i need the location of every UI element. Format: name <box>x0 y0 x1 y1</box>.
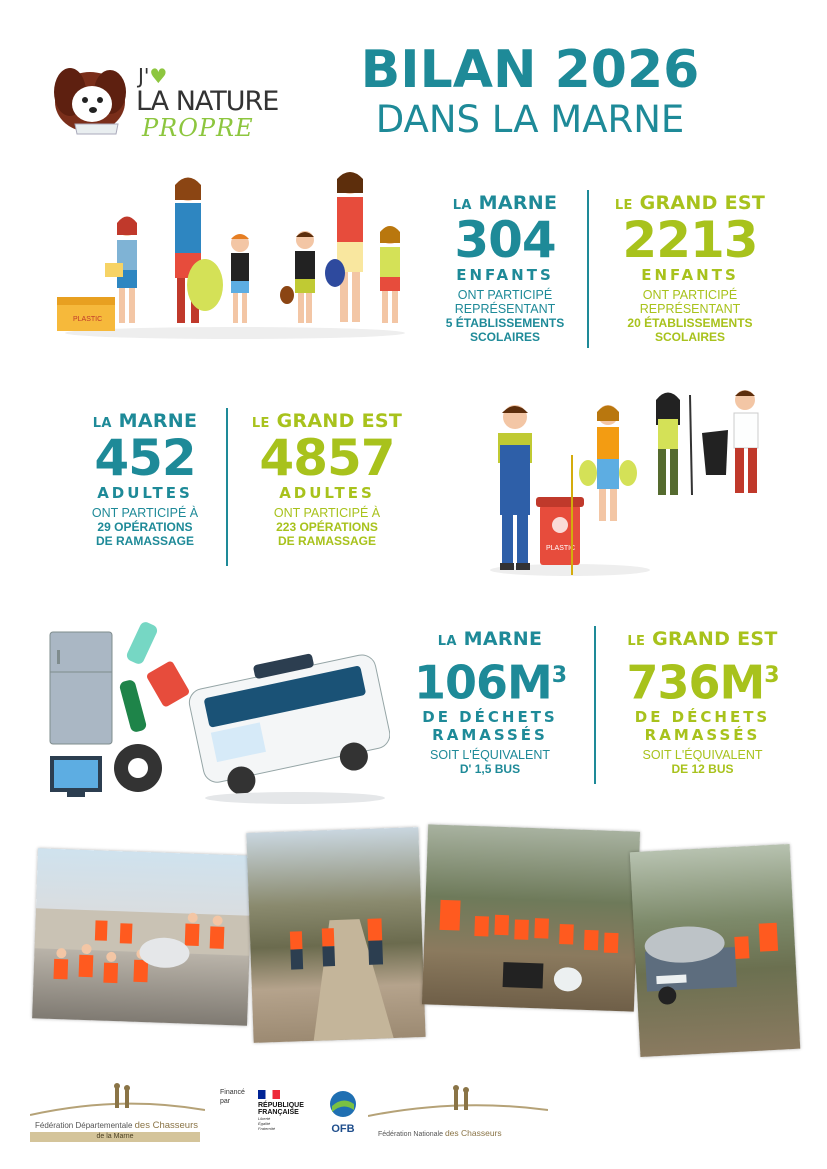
children-grandest-block <box>595 192 785 344</box>
divider <box>587 190 589 348</box>
ofb-globe-icon <box>329 1090 357 1118</box>
group-photo-3 <box>422 824 640 1011</box>
region-label-marne: LA MARNE <box>92 410 198 432</box>
waste-illustration <box>45 610 390 805</box>
region-label-grandest: LE GRAND EST <box>251 410 403 432</box>
adults-marne-strong1: 29 OPÉRATIONS <box>97 520 193 534</box>
children-grandest-count: 2213 <box>622 211 758 269</box>
adults-grandest-strong1: 223 OPÉRATIONS <box>276 520 378 534</box>
fnc-logo: Fédération Nationale des Chasseurs <box>368 1080 548 1140</box>
children-grandest-unit: ENFANTS <box>641 266 739 284</box>
page-title: BILAN 2026 <box>360 40 700 100</box>
dog-illustration <box>50 62 135 142</box>
logo-text-j: J' <box>138 64 150 88</box>
waste-grandest-desc1: SOIT L'ÉQUIVALENT <box>642 748 763 763</box>
children-marne-strong2: SCOLAIRES <box>469 330 540 344</box>
waste-marne-strong1: D' 1,5 BUS <box>459 762 521 777</box>
children-grandest-strong2: SCOLAIRES <box>654 330 725 344</box>
adults-grandest-unit: ADULTES <box>279 484 375 502</box>
adults-grandest-desc1: ONT PARTICIPÉ À <box>273 506 381 520</box>
waste-grandest-unit1: DE DÉCHETS <box>634 708 771 727</box>
page-subtitle: DANS LA MARNE <box>375 98 685 141</box>
adults-grandest-block <box>232 410 422 548</box>
adults-marne-strong2: DE RAMASSAGE <box>95 534 194 548</box>
waste-marne-desc1: SOIT L'ÉQUIVALENT <box>429 748 550 763</box>
children-grandest-desc1: ONT PARTICIPÉ <box>642 288 738 302</box>
divider <box>226 408 228 566</box>
children-marne-strong1: 5 ÉTABLISSEMENTS <box>445 316 565 330</box>
heart-icon: ♥ <box>149 64 168 88</box>
flag-icon <box>258 1090 280 1099</box>
group-photo-4 <box>630 844 801 1057</box>
hunters-silhouette-icon <box>30 1080 205 1120</box>
children-grandest-strong1: 20 ÉTABLISSEMENTS <box>627 316 753 330</box>
waste-marne-block <box>395 628 585 776</box>
children-marne-desc2: REPRÉSENTANT <box>454 302 556 316</box>
adults-grandest-count: 4857 <box>259 429 395 487</box>
bin-label: PLASTIC <box>546 545 576 552</box>
waste-grandest-unit2: RAMASSÉS <box>644 726 761 745</box>
children-illustration <box>55 165 415 340</box>
divider <box>594 626 596 784</box>
waste-grandest-block <box>600 628 805 776</box>
brand-logo <box>50 62 300 142</box>
children-grandest-desc2: REPRÉSENTANT <box>639 302 741 316</box>
fdc-marne-logo: Fédération Départementale des Chasseurs de la Marne <box>30 1080 205 1145</box>
adults-illustration <box>480 385 780 580</box>
plastic-box-label: PLASTIC <box>73 316 103 323</box>
waste-grandest-strong1: DE 12 BUS <box>671 762 734 777</box>
region-label-grandest: LE GRAND EST <box>614 192 766 214</box>
logo-text-nature: LA NATURE <box>136 86 279 117</box>
adults-grandest-strong2: DE RAMASSAGE <box>277 534 376 548</box>
children-marne-block <box>430 192 580 344</box>
children-marne-desc1: ONT PARTICIPÉ <box>457 288 553 302</box>
republique-francaise-logo: RÉPUBLIQUE FRANÇAISE Liberté Égalité Fraternité <box>258 1090 318 1131</box>
adults-marne-unit: ADULTES <box>97 484 193 502</box>
waste-grandest-volume: $736M^3$ <box>626 655 779 710</box>
children-marne-unit: ENFANTS <box>456 266 554 284</box>
financed-label: Financé par <box>220 1089 245 1105</box>
waste-marne-unit1: DE DÉCHETS <box>422 708 558 727</box>
waste-marne-volume: $106M^3$ <box>413 655 567 710</box>
group-photo-1 <box>32 848 253 1025</box>
region-label-grandest: LE GRAND EST <box>627 628 778 650</box>
logo-text-propre: PROPRE <box>142 114 254 142</box>
fdc-sub-bar: de la Marne <box>30 1132 200 1142</box>
children-marne-count: 304 <box>454 211 556 269</box>
waste-marne-unit2: RAMASSÉS <box>432 726 548 745</box>
region-label-marne: LA MARNE <box>437 628 543 650</box>
hunters-silhouette-icon <box>368 1080 548 1122</box>
ofb-logo: OFB <box>323 1090 363 1135</box>
adults-marne-desc1: ONT PARTICIPÉ À <box>91 506 199 520</box>
group-photo-2 <box>246 827 425 1043</box>
region-label-marne: LA MARNE <box>452 192 558 214</box>
adults-marne-count: 452 <box>94 429 196 487</box>
adults-marne-block <box>70 410 220 548</box>
